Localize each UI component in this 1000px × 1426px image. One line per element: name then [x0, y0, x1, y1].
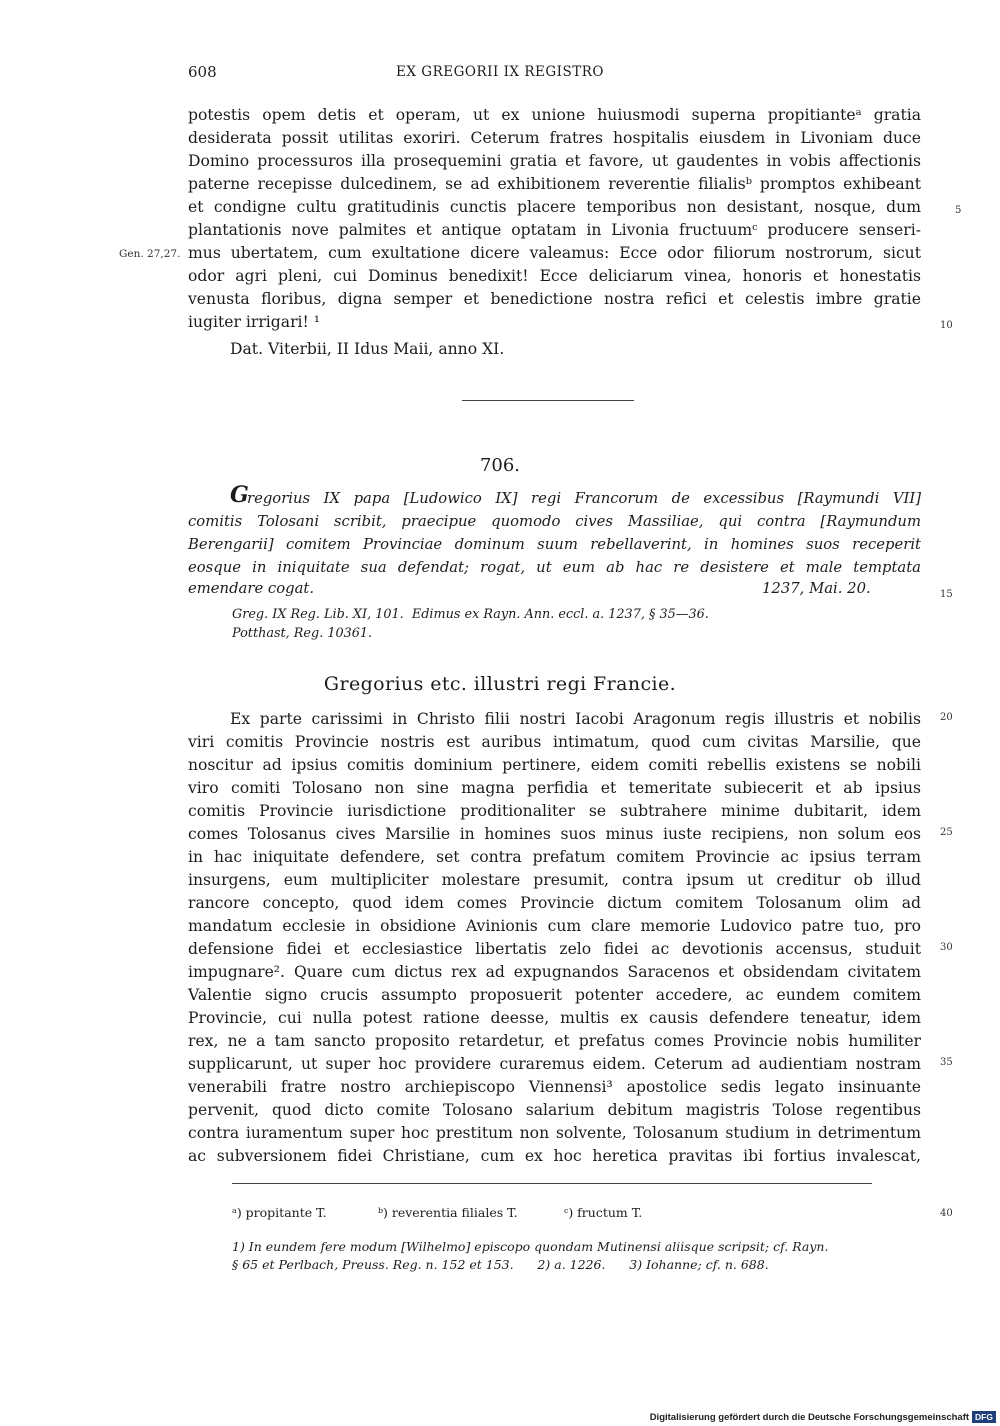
- body-line: impugnare². Quare cum dictus rex ad expugnandos Saracenos et obsidendam civitatem: [188, 963, 921, 981]
- text-line: potestis opem detis et operam, ut ex unione huiusmodi superna propitianteᵃ gratia: [188, 106, 921, 124]
- text-line: mus ubertatem, cum exultatione dicere valeamus: Ecce odor filiorum nostrorum, sicut: [188, 244, 921, 262]
- page-number: 608: [188, 63, 217, 81]
- line-number: 20: [940, 712, 953, 723]
- body-line: Ex parte carissimi in Christo filii nostri Iacobi Aragonum regis illustris et nobilis: [230, 710, 921, 728]
- digitization-credit: [650, 1411, 996, 1423]
- line-number: 40: [940, 1208, 953, 1219]
- text-line: Domino processuros illa prosequemini gratia et favore, ut gaudentes in vobis affectionis: [188, 152, 921, 170]
- text-line: desiderata possit utilitas exoriri. Ceterum fratres hospitalis eiusdem in Livoniam duce: [188, 129, 921, 147]
- body-line: viro comiti Tolosano non sine magna perfidia et temeritate subiecerit et ab ipsius: [188, 779, 921, 797]
- footnote-divider: [232, 1183, 872, 1184]
- body-line: insurgens, eum multipliciter molestare presumit, contra ipsum ut creditur ob illud: [188, 871, 921, 889]
- summary-line: Berengarii] comitem Provinciae dominum suum rebellaverint, in homines suos receperit: [188, 536, 921, 553]
- running-title: EX GREGORII IX REGISTRO: [396, 64, 604, 80]
- line-number: 15: [940, 589, 953, 600]
- text-line: venusta floribus, digna semper et benedictione nostra refici et celestis imbre gratie: [188, 290, 921, 308]
- summary-line: emendare cogat.: [188, 580, 315, 597]
- line-number: 30: [940, 942, 953, 953]
- text-line: plantationis nove palmites et antique optatam in Livonia fructuumᶜ producere senseri-: [188, 221, 921, 239]
- body-line: rex, ne a tam sancto proposito retardetur, et prefatus comes Provincie nobis humiliter: [188, 1032, 921, 1050]
- body-line: comes Tolosanus cives Marsilie in homines suos minus iuste recipiens, non solum eos: [188, 825, 921, 843]
- line-number: 5: [955, 205, 962, 216]
- summary-initial: G: [230, 482, 249, 508]
- source-line: Greg. IX Reg. Lib. XI, 101. Edimus ex Rayn. Ann. eccl. a. 1237, § 35—36.: [232, 607, 709, 622]
- footnote-line: 1) In eundem fere modum [Wilhelmo] episcopo quondam Mutinensi aliisque scripsit; cf. Rayn.: [232, 1239, 829, 1254]
- credit-text: Digitalisierung gefördert durch die Deutsche Forschungsgemeinschaft: [649, 1411, 970, 1423]
- body-line: supplicarunt, ut super hoc providere curaremus eidem. Ceterum ad audientiam nostram: [188, 1055, 921, 1073]
- body-line: pervenit, quod dicto comite Tolosano salarium debitum magistris Tolose regentibus: [188, 1101, 921, 1119]
- summary-line: comitis Tolosani scribit, praecipue quomodo cives Massiliae, qui contra [Raymundum: [188, 513, 921, 530]
- summary-line: eosque in iniquitate sua defendat; rogat, ut eum ab hac re desistere et male temptata: [188, 559, 921, 576]
- footnote-line: § 65 et Perlbach, Preuss. Reg. n. 152 et 153. 2) a. 1226. 3) Iohanne; cf. n. 688.: [232, 1257, 769, 1272]
- line-number: 35: [940, 1057, 953, 1068]
- dfg-logo: DFG: [972, 1411, 996, 1423]
- apparatus-note: ᵃ) propitante T.: [232, 1205, 327, 1220]
- letter-number: 706.: [479, 455, 521, 476]
- summary-line: regorius IX papa [Ludowico IX] regi Francorum de excessibus [Raymundi VII]: [247, 490, 921, 507]
- body-line: comitis Provincie iurisdictione proditionaliter se subtrahere minime dubitarit, idem: [188, 802, 921, 820]
- body-line: viri comitis Provincie nostris est auribus intimatum, quod cum civitas Marsilie, que: [188, 733, 921, 751]
- apparatus-note: ᶜ) fructum T.: [564, 1205, 643, 1220]
- apparatus-note: ᵇ) reverentia filiales T.: [378, 1205, 518, 1220]
- section-divider: [462, 400, 634, 401]
- dating-line: Dat. Viterbii, II Idus Maii, anno XI.: [230, 340, 505, 358]
- text-line: odor agri pleni, cui Dominus benedixit! Ecce deliciarum vinea, honoris et honestatis: [188, 267, 921, 285]
- body-line: contra iuramentum super hoc prestitum non solvente, Tolosanum studium in detrimentum: [188, 1124, 921, 1142]
- body-line: Valentie signo crucis assumpto proposuerit potenter accedere, ac eundem comitem: [188, 986, 921, 1004]
- text-line: paterne recepisse dulcedinem, se ad exhibitionem reverentie filialisᵇ promptos exhibeant: [188, 175, 921, 193]
- salutation: Gregorius etc. illustri regi Francie.: [323, 673, 677, 695]
- source-line: Potthast, Reg. 10361.: [232, 626, 373, 641]
- body-line: Provincie, cui nulla potest ratione deesse, multis ex causis defendere teneatur, idem: [188, 1009, 921, 1027]
- margin-reference: Gen. 27,27.: [119, 248, 181, 260]
- body-line: noscitur ad ipsius comitis dominium pertinere, eidem comiti rebellis existens se nobili: [188, 756, 921, 774]
- line-number: 25: [940, 827, 953, 838]
- text-line: et condigne cultu gratitudinis cunctis placere temporibus non desistant, nosque, dum: [188, 198, 921, 216]
- body-line: rancore concepto, quod idem comes Provincie dictum comitem Tolosanum olim ad: [188, 894, 921, 912]
- body-line: mandatum ecclesie in obsidione Avinionis cum clare memorie Ludovico patre tuo, pro: [188, 917, 921, 935]
- line-number: 10: [940, 320, 953, 331]
- letter-date: 1237, Mai. 20.: [762, 580, 871, 597]
- body-line: defensione fidei et ecclesiastice libertatis zelo fidei ac devotionis accensus, studuit: [188, 940, 921, 958]
- body-line: in hac iniquitate defendere, set contra prefatum comitem Provincie ac ipsius terram: [188, 848, 921, 866]
- body-line: ac subversionem fidei Christiane, cum ex hoc heretica pravitas ibi fortius invalescat,: [188, 1147, 921, 1165]
- body-line: venerabili fratre nostro archiepiscopo Viennensi³ apostolice sedis legato insinuante: [188, 1078, 921, 1096]
- text-line: iugiter irrigari! ¹: [188, 313, 320, 331]
